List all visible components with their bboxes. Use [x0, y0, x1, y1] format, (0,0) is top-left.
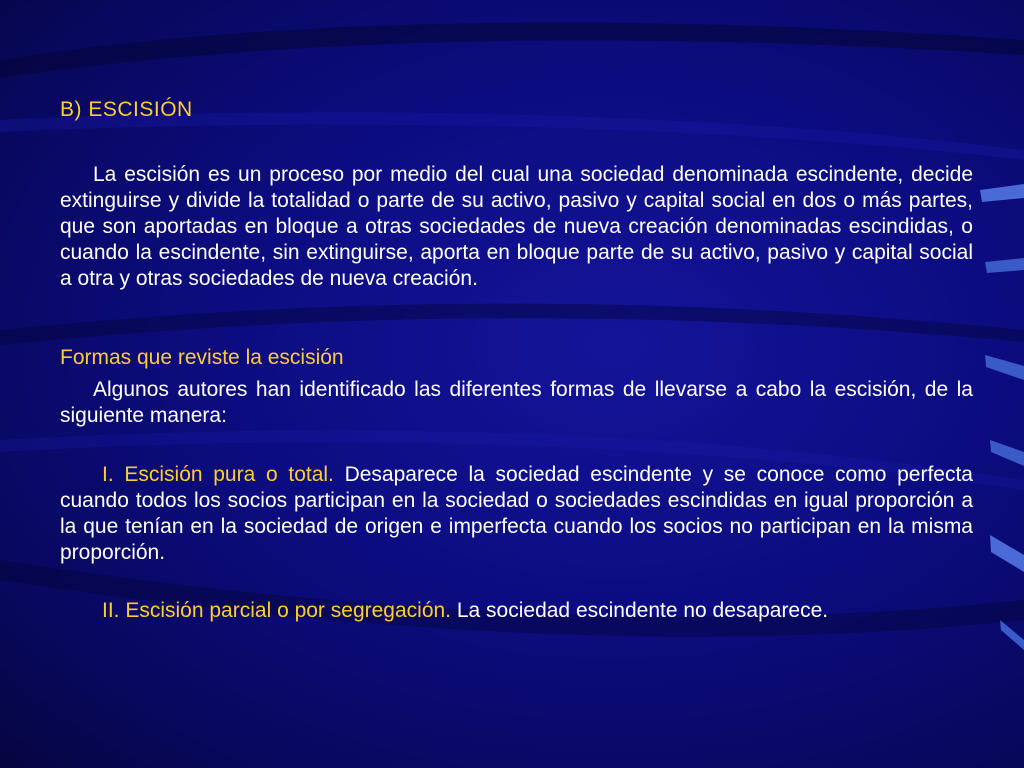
list-item-label: II. Escisión parcial o por segregación.: [102, 599, 452, 622]
list-item: [60, 598, 973, 624]
list-item-text: La sociedad escindente no desaparece.: [451, 599, 829, 622]
slide-title: B) ESCISIÓN: [60, 98, 193, 121]
section-subheading: Formas que reviste la escisión: [60, 346, 344, 369]
definition-paragraph: La escisión es un proceso por medio del cual una sociedad denominada escindente, decide extinguirse y divide la totalidad o parte de su activo, pasivo y capital social en dos o más partes, que son aportadas en bloque a otras sociedades de nueva creación denominadas escindidas, o cuando la escindente, sin extinguirse, aporta en bloque parte de su activo, pasivo y capital social a otra y otras sociedades de nueva creación.: [60, 163, 973, 290]
list-item: [60, 462, 973, 566]
list-item-text: Desaparece la sociedad escindente y se conoce como perfecta cuando todos los socios participan en la sociedad o sociedades escindidas en igual proporción a la que tenían en la sociedad de origen e imperfecta cuando los socios no participan en la misma proporción.: [60, 463, 973, 564]
intro-paragraph: Algunos autores han identificado las diferentes formas de llevarse a cabo la escisión, de la siguiente manera:: [60, 378, 973, 427]
list-item-label: I. Escisión pura o total.: [102, 463, 334, 486]
